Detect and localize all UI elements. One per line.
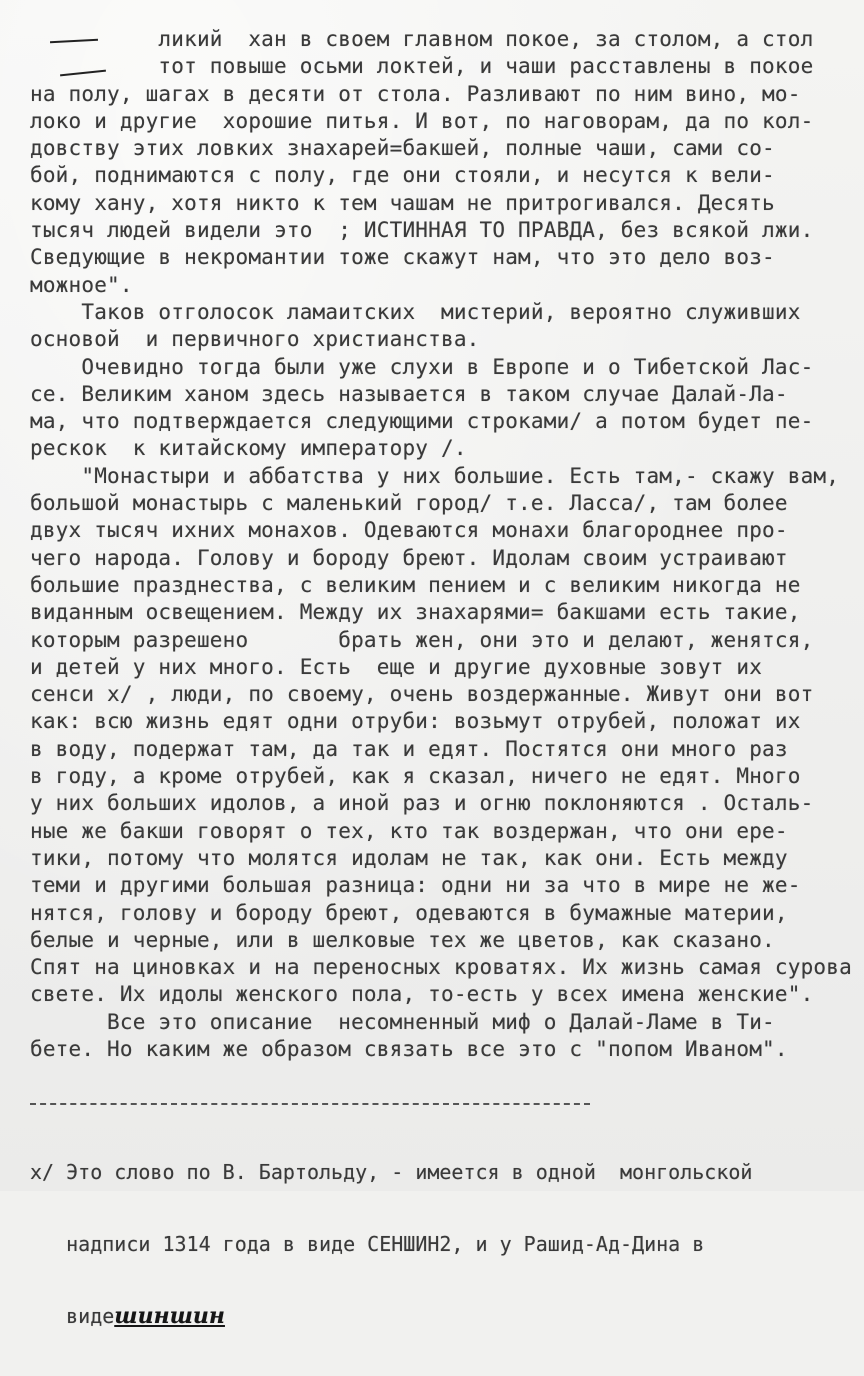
- footnote-line: x/ Это слово по В. Бартольду, - имеется в одной монгольской: [30, 1160, 753, 1184]
- text-line: у них больших идолов, а иной раз и огню поклоняются . Осталь-: [30, 791, 814, 816]
- text-line: локо и другие хорошие питья. И вот, по наговорам, да по кол-: [30, 108, 814, 133]
- text-line: теми и другими большая разница: одни ни за что в мире не же-: [30, 873, 801, 898]
- text-line: двух тысяч ихних монахов. Одеваются монахи благороднее про-: [30, 518, 788, 543]
- text-line: Все это описание несомненный миф о Далай-Ламе в Ти-: [30, 1009, 775, 1034]
- body-text: [30, 26, 864, 1063]
- text-line: кому хану, хотя никто к тем чашам не притрогивался. Десять: [30, 190, 775, 215]
- footnote-rule: [30, 1103, 590, 1105]
- text-line: большой монастырь с маленький город/ т.е. Ласса/, там более: [30, 491, 788, 516]
- text-line: се. Великим ханом здесь называется в таком случае Далай-Ла-: [30, 381, 788, 406]
- text-line: Сведующие в некромантии тоже скажут нам, что это дело воз-: [30, 245, 775, 270]
- text-line: ные же бакши говорят о тех, кто так воздержан, что они ере-: [30, 818, 788, 843]
- text-line: белые и черные, или в шелковые тех же цветов, как сказано.: [30, 927, 775, 952]
- text-line: основой и первичного христианства.: [30, 327, 480, 352]
- footnote-line-text: виде: [30, 1304, 115, 1328]
- footnote-line: надписи 1314 года в виде СЕНШИН2, и у Рашид-Ад-Дина в: [30, 1232, 705, 1256]
- text-line: ликий хан в своем главном покое, за столом, а стол: [30, 27, 814, 51]
- text-line: на полу, шагах в десяти от стола. Разливают по ним вино, мо-: [30, 81, 801, 106]
- text-line: и детей у них много. Есть еще и другие духовные зовут их: [30, 654, 763, 679]
- text-line: большие празднества, с великим пением и с великим никогда не: [30, 572, 801, 597]
- text-line: "Монастыри и аббатства у них большие. Есть там,- скажу вам,: [30, 463, 840, 488]
- footnote: [30, 1112, 864, 1376]
- text-line: тики, потому что молятся идолам не так, как они. Есть между: [30, 845, 788, 870]
- text-line: как: всю жизнь едят одни отруби: возьмут отрубей, положат их: [30, 709, 801, 734]
- handwritten-word: шиншин: [114, 1303, 225, 1329]
- text-line: сенси x/ , люди, по своему, очень воздержанные. Живут они вот: [30, 682, 814, 707]
- text-line: в воду, подержат там, да так и едят. Постятся они много раз: [30, 736, 788, 761]
- text-line: бете. Но каким же образом связать все это с "попом Иваном".: [30, 1036, 788, 1061]
- text-line: в году, а кроме отрубей, как я сказал, ничего не едят. Много: [30, 764, 801, 789]
- text-line: тот повыше осьми локтей, и чаши расставлены в покое: [30, 54, 814, 79]
- text-line: Очевидно тогда были уже слухи в Европе и о Тибетской Лас-: [30, 354, 814, 379]
- text-line: ма, что подтверждается следующими строками/ а потом будет пе-: [30, 409, 814, 434]
- text-line: тысяч людей видели это ; ИСТИННАЯ ТО ПРАВДА, без всякой лжи.: [30, 218, 814, 243]
- text-line: можное".: [30, 272, 133, 297]
- text-line: чего народа. Голову и бороду бреют. Идолам своим устраивают: [30, 545, 788, 570]
- footnote-line: [30, 1304, 864, 1328]
- text-line: Таков отголосок ламаитских мистерий, вероятно служивших: [30, 299, 801, 324]
- text-line: рескок к китайскому императору /.: [30, 436, 467, 461]
- text-line: нятся, голову и бороду бреют, одеваются в бумажные материи,: [30, 900, 788, 925]
- text-line: Спят на циновках и на переносных кроватях. Их жизнь самая сурова: [30, 955, 852, 980]
- text-line: довству этих ловких знахарей=бакшей, полные чаши, сами со-: [30, 136, 775, 161]
- text-line: свете. Их идолы женского пола, то-есть у всех имена женские".: [30, 982, 814, 1007]
- text-line: бой, поднимаются с полу, где они стояли, и несутся к вели-: [30, 163, 775, 188]
- text-line: которым разрешено брать жен, они это и делают, женятся,: [30, 627, 814, 652]
- text-line: виданным освещением. Между их знахарями= бакшами есть такие,: [30, 600, 801, 625]
